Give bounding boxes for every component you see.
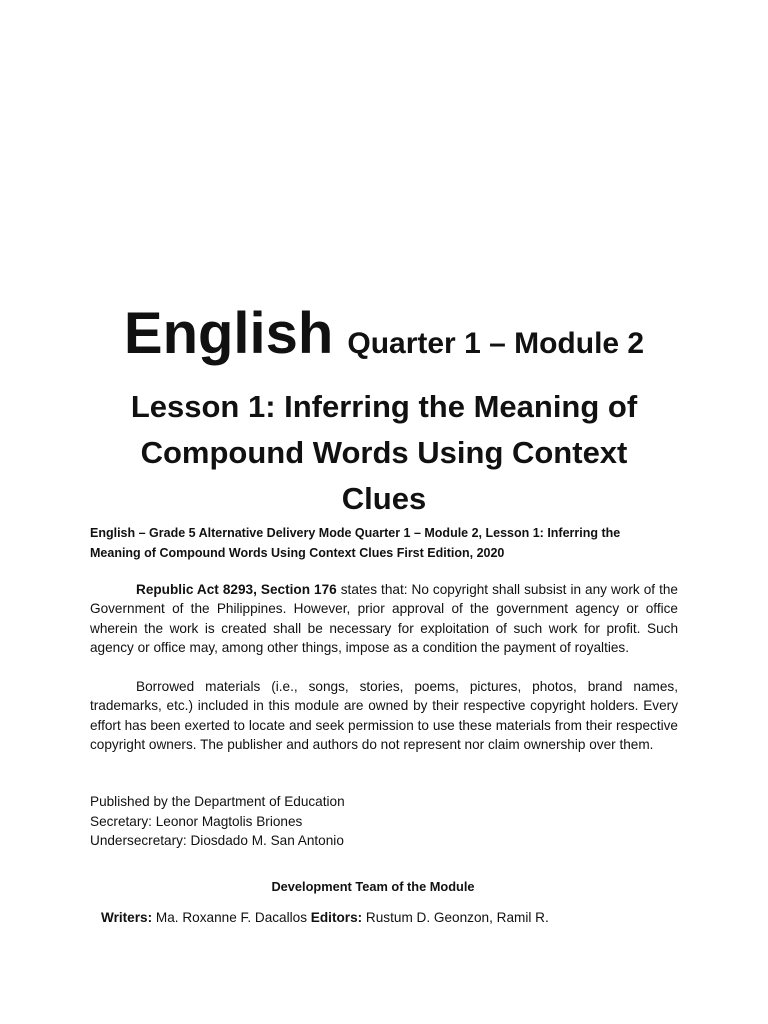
law-reference: Republic Act 8293, Section 176	[136, 582, 337, 597]
undersecretary-line: Undersecretary: Diosdado M. San Antonio	[90, 833, 344, 849]
borrowed-materials-paragraph	[90, 677, 678, 755]
writers-names: Ma. Roxanne F. Dacallos	[152, 910, 311, 925]
lesson-title-line-1: Lesson 1: Inferring the Meaning of	[130, 389, 638, 424]
writers-editors-line	[101, 910, 549, 925]
edition-line-1: English – Grade 5 Alternative Delivery Mode Quarter 1 – Module 2, Lesson 1: Inferring the	[90, 526, 621, 540]
publisher-line: Published by the Department of Education	[90, 794, 345, 809]
copyright-text: states that: No copyright shall subsist in any work of the Government of the Philippines. However, prior approval of the government agency or office wherein the work is created shall be necessary for exploitation of such work for profit. Such agency or office may, among other things, impose as a condition the payment of royalties.	[90, 582, 678, 656]
module-subtitle: Quarter 1 – Module 2	[347, 327, 645, 360]
editors-names: Rustum D. Geonzon, Ramil R.	[362, 910, 549, 925]
borrowed-text: Borrowed materials (i.e., songs, stories, poems, pictures, photos, brand names, trademarks, etc.) included in this module are owned by their respective copyright holders. Every effort has been exerted to locate and seek permission to use these materials from their respective copyright owners. The publisher and authors do not represent nor claim ownership over them.	[90, 679, 678, 753]
subject-title: English	[123, 301, 334, 366]
lesson-title-line-2: Compound Words Using Context	[140, 435, 628, 470]
development-team-heading: Development Team of the Module	[271, 879, 475, 894]
lesson-title-line-3: Clues	[341, 481, 427, 516]
edition-line-2: Meaning of Compound Words Using Context Clues First Edition, 2020	[90, 546, 505, 560]
secretary-line: Secretary: Leonor Magtolis Briones	[90, 813, 303, 829]
edition-statement	[90, 523, 680, 563]
lesson-title	[84, 384, 684, 522]
editors-label: Editors:	[310, 910, 363, 925]
writers-label: Writers:	[101, 910, 153, 925]
module-title	[0, 300, 768, 367]
copyright-paragraph	[90, 580, 678, 658]
publisher-info	[90, 792, 678, 851]
